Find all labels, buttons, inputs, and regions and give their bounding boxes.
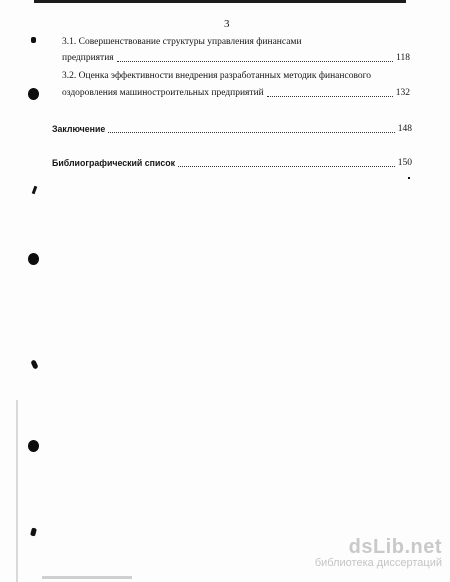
watermark bbox=[276, 536, 442, 569]
toc-item-3-2 bbox=[62, 88, 410, 99]
watermark-logo: dsLib.net bbox=[348, 536, 442, 558]
toc-leader-dots bbox=[117, 61, 393, 62]
toc-item-conclusion-label: Заключение bbox=[52, 124, 106, 134]
toc-leader-dots bbox=[178, 166, 395, 167]
scan-bottom-strip bbox=[42, 576, 132, 579]
toc-item-3-1 bbox=[62, 53, 410, 64]
toc-item-conclusion bbox=[52, 124, 412, 135]
page-number: 3 bbox=[224, 18, 230, 30]
scan-top-border bbox=[34, 0, 406, 3]
punch-hole bbox=[28, 253, 39, 265]
toc-item-3-1-continuation: предприятия bbox=[62, 53, 114, 63]
scan-ink-speck bbox=[408, 177, 410, 179]
toc-item-conclusion-page: 148 bbox=[397, 124, 412, 134]
watermark-subtitle: библиотека диссертаций bbox=[314, 557, 442, 569]
toc-item-3-2-page: 132 bbox=[395, 88, 410, 98]
toc-item-3-2-title: 3.2. Оценка эффективности внедрения разработанных методик финансового bbox=[62, 71, 372, 81]
scan-ink-mark bbox=[31, 37, 36, 43]
toc-item-bibliography bbox=[52, 158, 412, 169]
punch-hole bbox=[28, 88, 39, 100]
scan-ink-mark bbox=[32, 186, 38, 195]
scan-ink-mark bbox=[30, 359, 38, 369]
toc-leader-dots bbox=[267, 96, 393, 97]
toc-item-3-1-page: 118 bbox=[396, 53, 410, 63]
toc-item-bibliography-label: Библиографический список bbox=[52, 158, 176, 168]
toc-item-3-2-continuation: оздоровления машиностроительных предприятий bbox=[62, 88, 264, 98]
punch-hole bbox=[28, 440, 39, 452]
scan-left-edge bbox=[16, 400, 18, 582]
toc-item-bibliography-page: 150 bbox=[397, 158, 412, 168]
toc-item-3-1-title: 3.1. Совершенствование структуры управления финансами bbox=[62, 37, 302, 47]
scan-ink-mark bbox=[30, 527, 37, 536]
toc-leader-dots bbox=[108, 132, 394, 133]
